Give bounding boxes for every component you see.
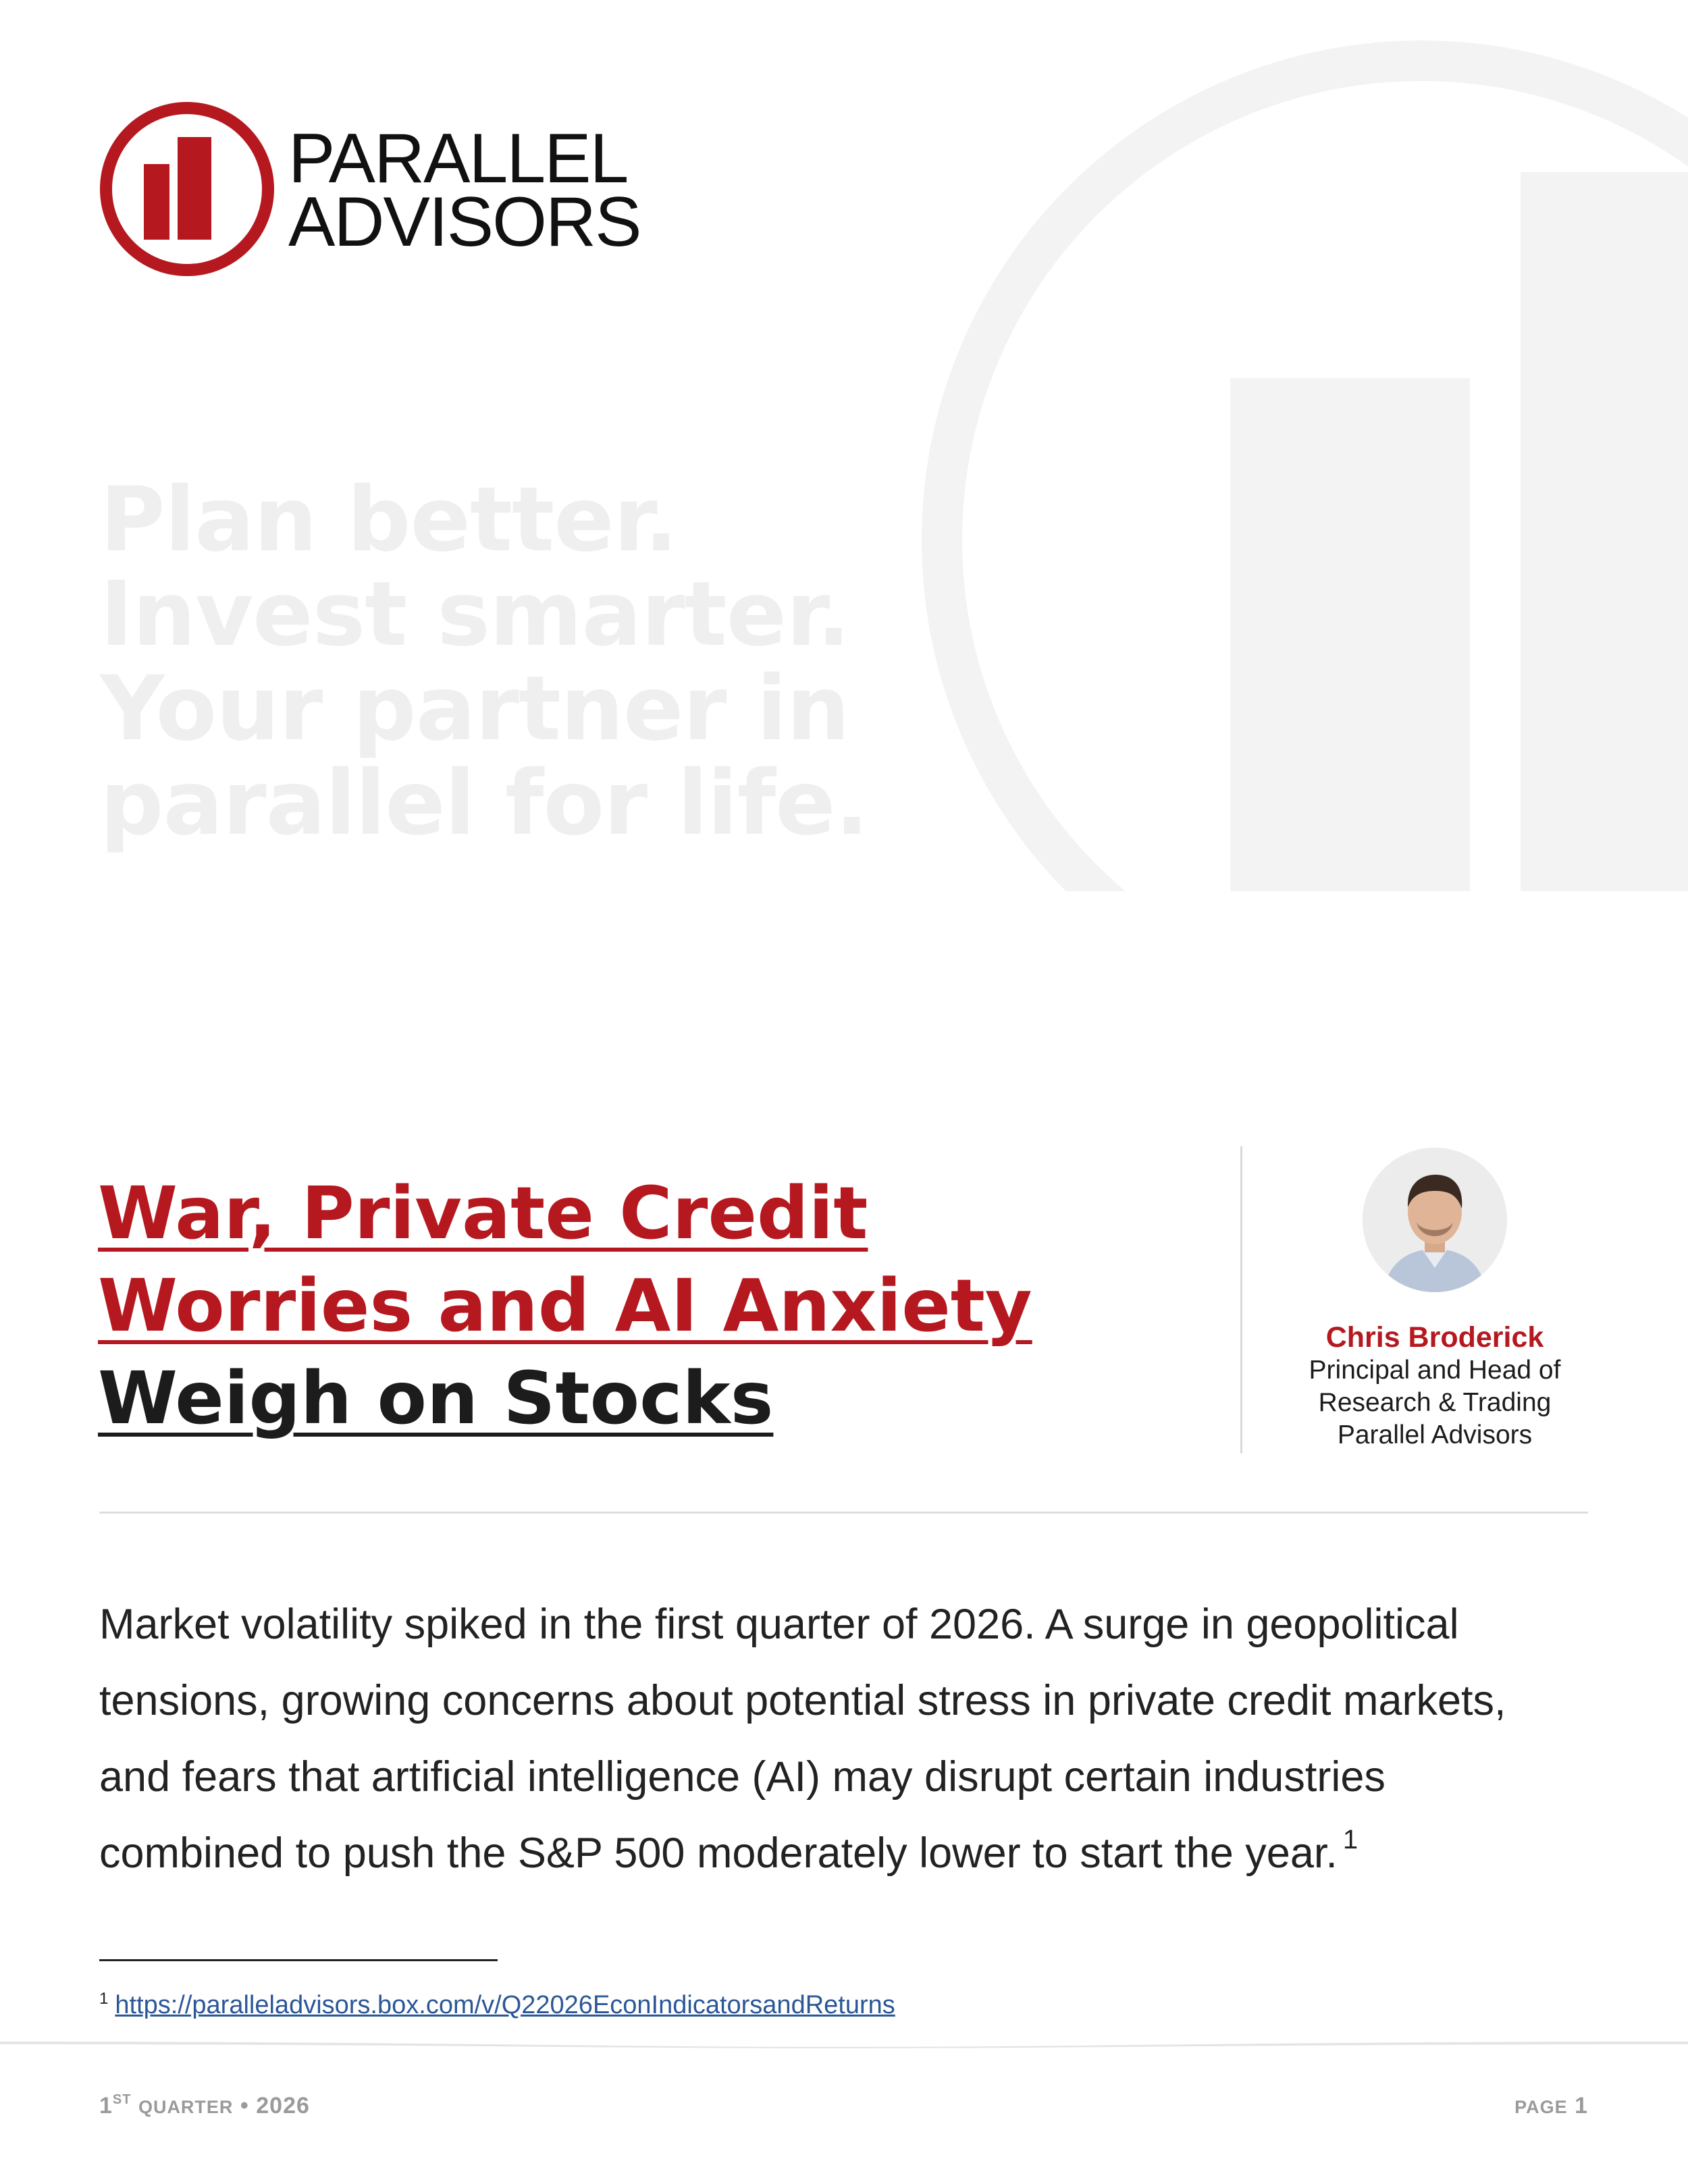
body-line-1: Market volatility spiked in the first quarter of 2026. A surge in geopolitical — [99, 1601, 1459, 1648]
logo-wordmark — [288, 119, 641, 261]
footer-quarter-number: 1 — [99, 2093, 113, 2119]
footer-page-number — [1514, 2093, 1588, 2119]
tagline — [100, 468, 868, 855]
title-line-1: War, Private Credit — [98, 1172, 868, 1256]
logo-line-2: ADVISORS — [288, 183, 641, 261]
footer-page-word: PAGE — [1514, 2097, 1568, 2117]
author-name: Chris Broderick — [1325, 1321, 1544, 1354]
body-line-4-text: combined to push the S&P 500 moderately lower to start the year. — [99, 1830, 1338, 1877]
company-logo — [98, 100, 641, 282]
footer-year: 2026 — [256, 2093, 310, 2119]
footer-quarter-suffix: ST — [112, 2092, 132, 2107]
footnote-link[interactable]: https://paralleladvisors.box.com/v/Q22026EconIndicatorsandReturns — [115, 1991, 895, 2019]
article-title — [98, 1168, 1192, 1445]
footer-quarter-word: QUARTER — [138, 2097, 234, 2117]
title-line-2: Worries and AI Anxiety — [98, 1264, 1032, 1348]
intro-paragraph — [99, 1587, 1598, 1892]
tagline-line-1: Plan better. — [100, 468, 678, 572]
title-line-3: Weigh on Stocks — [98, 1357, 774, 1441]
tagline-line-2: Invest smarter. — [100, 562, 850, 666]
author-title-line-2: Research & Trading — [1318, 1388, 1552, 1417]
footer-bullet: • — [240, 2093, 249, 2119]
footer-rule — [0, 2040, 1688, 2048]
background-bar-short — [1230, 378, 1470, 891]
logo-line-1: PARALLEL — [288, 119, 628, 198]
author-company: Parallel Advisors — [1337, 1420, 1533, 1449]
footnote-reference[interactable]: 1 — [1342, 1825, 1359, 1855]
footnote-number: 1 — [99, 1990, 109, 2008]
body-line-3: and fears that artificial intelligence (AI) may disrupt certain industries — [99, 1753, 1386, 1801]
body-line-2: tensions, growing concerns about potential stress in private credit markets, — [99, 1677, 1506, 1724]
footnote — [99, 1988, 895, 2022]
author-card — [1256, 1148, 1614, 1451]
section-divider — [99, 1512, 1588, 1514]
footnote-separator — [99, 1959, 498, 1961]
author-title-line-1: Principal and Head of — [1309, 1356, 1561, 1385]
footer-page-num: 1 — [1575, 2093, 1588, 2119]
footer-quarter — [99, 2093, 310, 2119]
author-photo-icon — [1363, 1148, 1507, 1292]
background-bar-tall — [1521, 172, 1688, 891]
body-line-4 — [99, 1815, 1598, 1892]
tagline-line-4: parallel for life. — [100, 751, 868, 855]
logo-chart-icon — [98, 100, 277, 279]
vertical-divider — [1240, 1146, 1242, 1454]
author-avatar — [1363, 1148, 1507, 1292]
tagline-line-3: Your partner in — [100, 657, 849, 761]
